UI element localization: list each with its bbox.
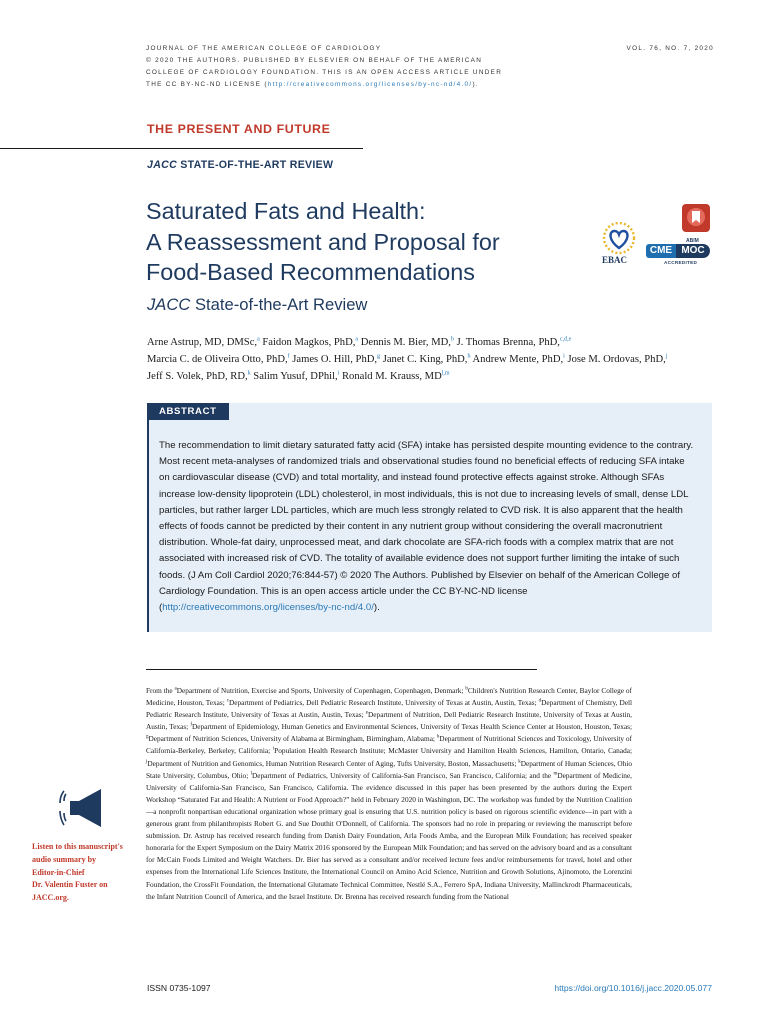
bookmark-icon[interactable]	[681, 203, 711, 233]
footnote-mark: j	[146, 759, 148, 765]
author-affiliation-mark: c,d,e	[559, 336, 572, 343]
copyright-line: © 2020 THE AUTHORS. PUBLISHED BY ELSEVIER ON BEHALF OF THE AMERICAN	[146, 57, 483, 64]
author-name[interactable]: Jeff S. Volek, PhD, RD,	[147, 371, 248, 382]
article-subtitle: JACC State-of-the-Art Review	[147, 295, 368, 314]
moc-label: MOC	[676, 244, 710, 258]
author-affiliation-mark: l,m	[441, 370, 450, 377]
article-title	[146, 196, 606, 288]
footnote-mark: d	[538, 698, 542, 704]
title-line-3: Food-Based Recommendations	[146, 259, 475, 286]
author-affiliation-mark: f	[287, 353, 290, 360]
footnote-text: From the	[146, 686, 175, 695]
footnote-mark: c	[226, 698, 229, 704]
footnote-text: Children's Nutrition Research Center, Baylor College of Medicine, Houston, Texas;	[146, 686, 632, 708]
author-name[interactable]: Salim Yusuf, DPhil,	[250, 371, 338, 382]
footnote-mark: b	[465, 686, 468, 692]
journal-header	[146, 43, 616, 91]
section-label: THE PRESENT AND FUTURE	[147, 122, 331, 136]
title-line-2: A Reassessment and Proposal for	[146, 228, 500, 255]
author-affiliation-mark: a	[257, 336, 260, 343]
abim-label: ABIM	[686, 238, 699, 244]
accredited-label: ACCREDITED	[664, 260, 698, 265]
footnote-rule	[146, 669, 537, 670]
author-affiliation-mark: g	[377, 353, 381, 360]
copyright-line-2: COLLEGE OF CARDIOLOGY FOUNDATION. THIS IS AN OPEN ACCESS ARTICLE UNDER	[146, 69, 503, 76]
footnote-text: Department of Chemistry, Dell Pediatric Research Institute, University of Texas at Austin, Austin, Texas;	[146, 698, 633, 720]
ebac-label: EBAC	[602, 255, 628, 265]
author-name[interactable]: Ronald M. Krauss, MD	[339, 371, 442, 382]
author-affiliation-mark: b	[450, 336, 454, 343]
author-affiliation-mark: j	[665, 353, 668, 360]
author-name[interactable]: Janet C. King, PhD,	[380, 354, 468, 365]
author-line	[147, 334, 727, 351]
footnote-text: Department of Epidemiology, Human Genetics and Environmental Sciences, University of Texas Health Science Center at Houston, Houston, Texas;	[192, 722, 632, 732]
footnote-text: Department of Pediatrics, Dell Pediatric Research Institute, University of Texas at Austin, Austin, Texas;	[229, 698, 539, 708]
author-name[interactable]: Arne Astrup, MD, DMSc,	[147, 337, 258, 348]
review-label: JACC STATE-OF-THE-ART REVIEW	[147, 159, 334, 171]
footnote-text: Population Health Research Institute; McMaster University and Hamilton Health Sciences, Hamilton, Ontario, Canada;	[274, 746, 632, 756]
cme-moc-badge	[646, 238, 714, 268]
footnote-mark: k	[518, 759, 521, 765]
author-list	[147, 334, 727, 385]
author-name[interactable]: Andrew Mente, PhD,	[470, 354, 564, 365]
footnote-mark: g	[146, 734, 149, 740]
footnote-text: Department of Human Sciences, Ohio State University, Columbus, Ohio;	[146, 758, 633, 780]
author-line	[147, 351, 727, 368]
affiliations-footnote	[146, 685, 632, 903]
author-name[interactable]: Dennis M. Bier, MD,	[358, 337, 451, 348]
abstract-label: ABSTRACT	[147, 403, 229, 420]
doi-link[interactable]: https://doi.org/10.1016/j.jacc.2020.05.077	[554, 983, 712, 993]
ebac-heart-icon	[600, 222, 638, 256]
footnote-mark: h	[436, 734, 440, 740]
abstract-left-bar	[147, 403, 149, 632]
author-name[interactable]: James O. Hill, PhD,	[289, 354, 378, 365]
footnote-mark: i	[272, 747, 275, 753]
abstract-text: The recommendation to limit dietary saturated fatty acid (SFA) intake has persisted despite mounting evidence to the contrary. Most recent meta-analyses of randomized trials and observational studies found no beneficial effects of reducing SFA intake on cardiovascular disease (CVD) and total mortality, and instead found protective effects against stroke. Although SFAs increase low-density lipoprotein (LDL) cholesterol, in most individuals, this is not due to increasing levels of small, dense LDL particles, but rather larger LDL particles, which are much less strongly related to CVD risk. It is also apparent that the health effects of foods cannot be predicted by their content in any nutrient group without considering the overall macronutrient distribution. Whole-fat dairy, unprocessed meat, and dark chocolate are SFA-rich foods with a complex matrix that are not associated with increased risk of CVD. The totality of available evidence does not support further limiting the intake of such foods. (J Am Coll Cardiol 2020;76:844-57) © 2020 The Authors. Published by Elsevier on behalf of the American College of Cardiology Foundation. This is an open access article under the CC BY-NC-ND license (http://creativecommons.org/licenses/by-nc-nd/4.0/).	[159, 440, 694, 614]
author-name[interactable]: Marcia C. de Oliveira Otto, PhD,	[147, 354, 288, 365]
journal-name: JOURNAL OF THE AMERICAN COLLEGE OF CARDIOLOGY	[146, 45, 382, 52]
license-link[interactable]: http://creativecommons.org/licenses/by-nc-nd/4.0/	[267, 81, 473, 88]
author-name[interactable]: J. Thomas Brenna, PhD,	[453, 337, 560, 348]
ebac-badge	[600, 222, 638, 270]
volume-info: VOL. 76, NO. 7, 2020	[626, 45, 714, 52]
title-line-1: Saturated Fats and Health:	[146, 198, 426, 224]
footnote-text: Department of Nutrition and Genomics, Human Nutrition Research Center of Aging, Tufts University, Boston, Massachusetts;	[147, 758, 519, 768]
abstract-license-link[interactable]: http://creativecommons.org/licenses/by-nc-nd/4.0/	[162, 602, 374, 614]
author-name[interactable]: Faidon Magkos, PhD,	[259, 337, 356, 348]
author-affiliation-mark: k	[247, 370, 251, 377]
author-affiliation-mark: i	[563, 353, 565, 360]
footnote-text: Department of Pediatrics, University of California-San Francisco, San Francisco, California; and the	[251, 770, 554, 780]
footnote-mark: l	[250, 771, 252, 777]
footnote-text: Department of Nutrition Sciences, University of Alabama at Birmingham, Birmingham, Alabama;	[148, 734, 437, 744]
footnote-text: Department of Nutrition, Dell Pediatric Research Institute, University of Texas at Austin, Austin, Texas;	[146, 710, 632, 732]
author-line	[147, 368, 727, 385]
issn: ISSN 0735-1097	[147, 983, 211, 993]
footnote-text: Department of Nutritional Sciences and Toxicology, University of California-Berkeley, Berkeley, California;	[146, 734, 632, 756]
footnote-text: Department of Nutrition, Exercise and Sports, University of Copenhagen, Copenhagen, Denmark;	[176, 686, 466, 695]
license-line: THE CC BY-NC-ND LICENSE (http://creativecommons.org/licenses/by-nc-nd/4.0/).	[146, 81, 479, 88]
section-rule	[0, 148, 363, 149]
author-name[interactable]: Jose M. Ordovas, PhD,	[564, 354, 666, 365]
cme-label: CME	[646, 244, 676, 258]
audio-summary-note[interactable]: Listen to this manuscript's audio summary by Editor-in-Chief Dr. Valentin Fuster on JACC.org.	[32, 842, 123, 903]
author-affiliation-mark: i	[337, 370, 340, 377]
speaker-icon[interactable]	[55, 783, 105, 833]
footnote-text: Department of Medicine, University of California-San Francisco, San Francisco, California. The evidence discussed in this paper has been presented by the authors during the Expert Workshop “Saturated Fat and Health: A Nutrient or Food Approach?” held in February 2020 in Washington, DC. The workshop was funded by the Nutrition Coalition—a nonprofit nonpartisan educational organization whose primary goal is ensuring that U.S. nutrition policy is based on rigorous scientific evidence—in part with a generous grant from philanthropists Robert G. and Sue Douthit O'Donnell, of California. The sponsors had no role in preparing or reviewing the manuscript before submission. Dr. Astrup has received research funding from Danish Dairy Foundation, Arla Foods Amba, and the European Milk Foundation; has received speaker honoraria for the Expert Symposium on the Dairy Matrix 2016 sponsored by the European Milk Foundation; and has served on the advisory board and as a consultant for McCain Foods Limited and Weight Watchers. Dr. Bier has served as a consultant and/or received lecture fees and/or reimbursements for travel, hotel and other expenses from the International Life Sciences Institute, the International Council on Amino Acid Science, Nutrition and Growth Solutions, Ajinomoto, the Lorenzini Foundation, the CrossFit Foundation, the International Glutamate Technical Committee, Nestlé S.A., Ferrero SpA, Indiana University, Mallinckrodt Pharmaceuticals, the Infant Nutrition Council of America, and the Israel Institute. Dr. Brenna has received research funding from the National	[146, 770, 632, 901]
footnote-mark: m	[553, 771, 558, 777]
footnote-mark: f	[190, 722, 193, 728]
author-affiliation-mark: h	[467, 353, 471, 360]
footnote-mark: a	[174, 686, 177, 692]
author-affiliation-mark: a	[355, 336, 359, 343]
footnote-mark: e	[365, 710, 369, 716]
